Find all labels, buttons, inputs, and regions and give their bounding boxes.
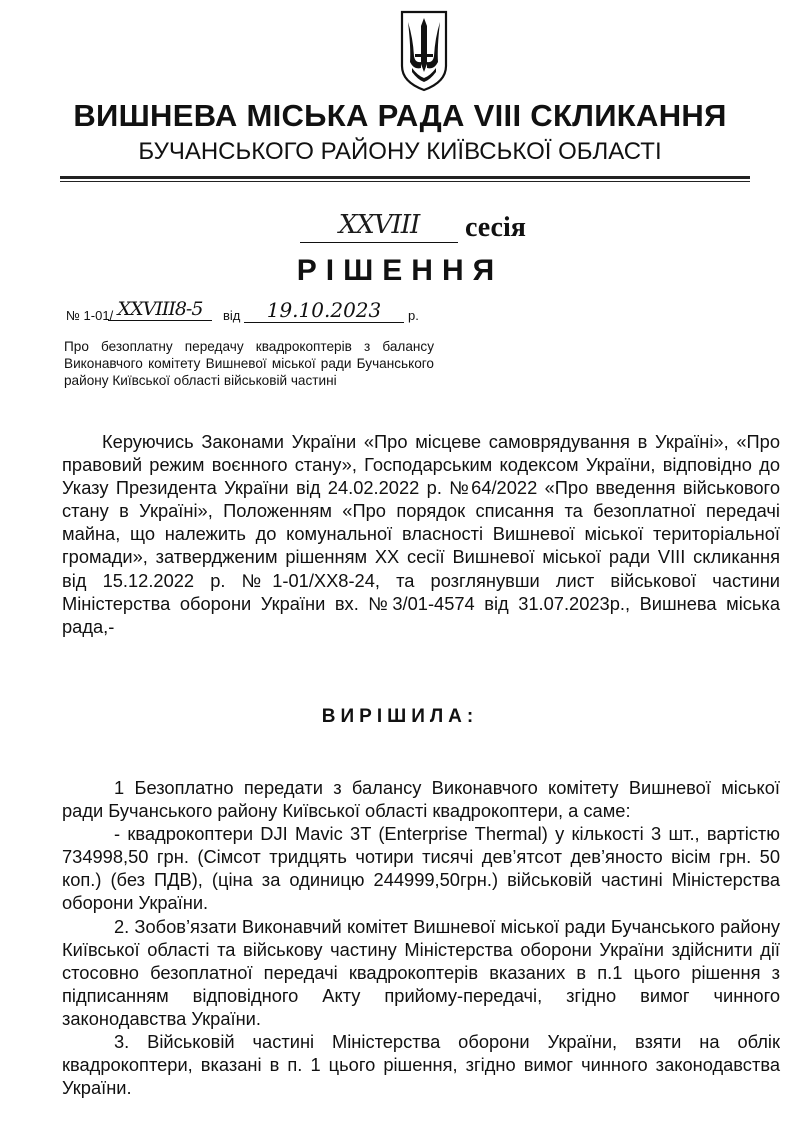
decision-date-prefix: від xyxy=(223,308,241,323)
preamble xyxy=(62,430,780,638)
session-label: сесія xyxy=(465,212,526,243)
session-line xyxy=(300,208,560,244)
district-name: БУЧАНСЬКОГО РАЙОНУ КИЇВСЬКОЇ ОБЛАСТІ xyxy=(138,138,662,165)
decision-subject: Про безоплатну передачу квадрокоптерів з балансу Виконавчого комітету Вишневої міської ради Бучанського району Київської області військовій частині xyxy=(64,339,434,388)
decision-number-handwritten: XXVIII8-5 xyxy=(108,298,212,321)
resolution-item-1: 1 Безоплатно передати з балансу Виконавчого комітету Вишневої міської ради Бучанського району Київської області квадрокоптери, а саме: xyxy=(62,777,780,822)
resolved-heading: ВИРІШИЛА: xyxy=(321,706,479,727)
resolution-item-1-detail: - квадрокоптери DJI Mavic 3T (Enterprise Thermal) у кількості 3 шт., вартістю 734998,50 грн. (Сімсот тридцять чотири тисячі дев’ятсот дев’яносто вісім грн. 50 коп.) (без ПДВ), (ціна за одиницю 244999,50грн.) військовій частині Міністерства оборони України. xyxy=(62,823,780,914)
tryzub-emblem-icon xyxy=(398,8,450,92)
header-divider-thin xyxy=(60,181,750,182)
resolution-item-3: 3. Військовій частині Міністерства оборони України, взяти на облік квадрокоптери, вказані в п. 1 цього рішення, згідно вимог чинного законодавства України. xyxy=(62,1031,780,1099)
decision-title: РІШЕННЯ xyxy=(296,254,504,287)
decision-date-handwritten: 19.10.2023 xyxy=(244,298,404,323)
header-divider xyxy=(60,176,750,179)
decision-number-prefix: № 1-01/ xyxy=(66,308,114,323)
resolution-items xyxy=(62,776,780,1099)
council-name: ВИШНЕВА МІСЬКА РАДА VIII СКЛИКАННЯ xyxy=(73,98,727,133)
decision-date-suffix: р. xyxy=(408,308,419,323)
preamble-paragraph: Керуючись Законами України «Про місцеве самоврядування в Україні», «Про правовий режим воєнного стану», Господарським кодексом України, відповідно до Указу Президента України від 24.02.2022 р. №64/2022 «Про введення військового стану в Україні», Положенням «Про порядок списання та безоплатної передачі майна, що належить до комунальної власності Вишневої міської територіальної громади», затвердженим рішенням XX сесії Вишневої міської ради VIII скликання від 15.12.2022 р. №1-01/XX8-24, та розглянувши лист військової частини Міністерства оборони України вх. №3/01-4574 від 31.07.2023р., Вишнева міська рада,- xyxy=(62,431,780,637)
session-number-handwritten: XXVIII xyxy=(338,210,420,240)
resolution-item-2: 2. Зобов’язати Виконавчий комітет Вишневої міської ради Бучанського району Київської області та військову частину Міністерства оборони України здійснити дії стосовно безоплатної передачі квадрокоптерів вказаних в п.1 цього рішення з підписанням відповідного Акту прийому-передачі, згідно вимог чинного законодавства України. xyxy=(62,915,780,1029)
